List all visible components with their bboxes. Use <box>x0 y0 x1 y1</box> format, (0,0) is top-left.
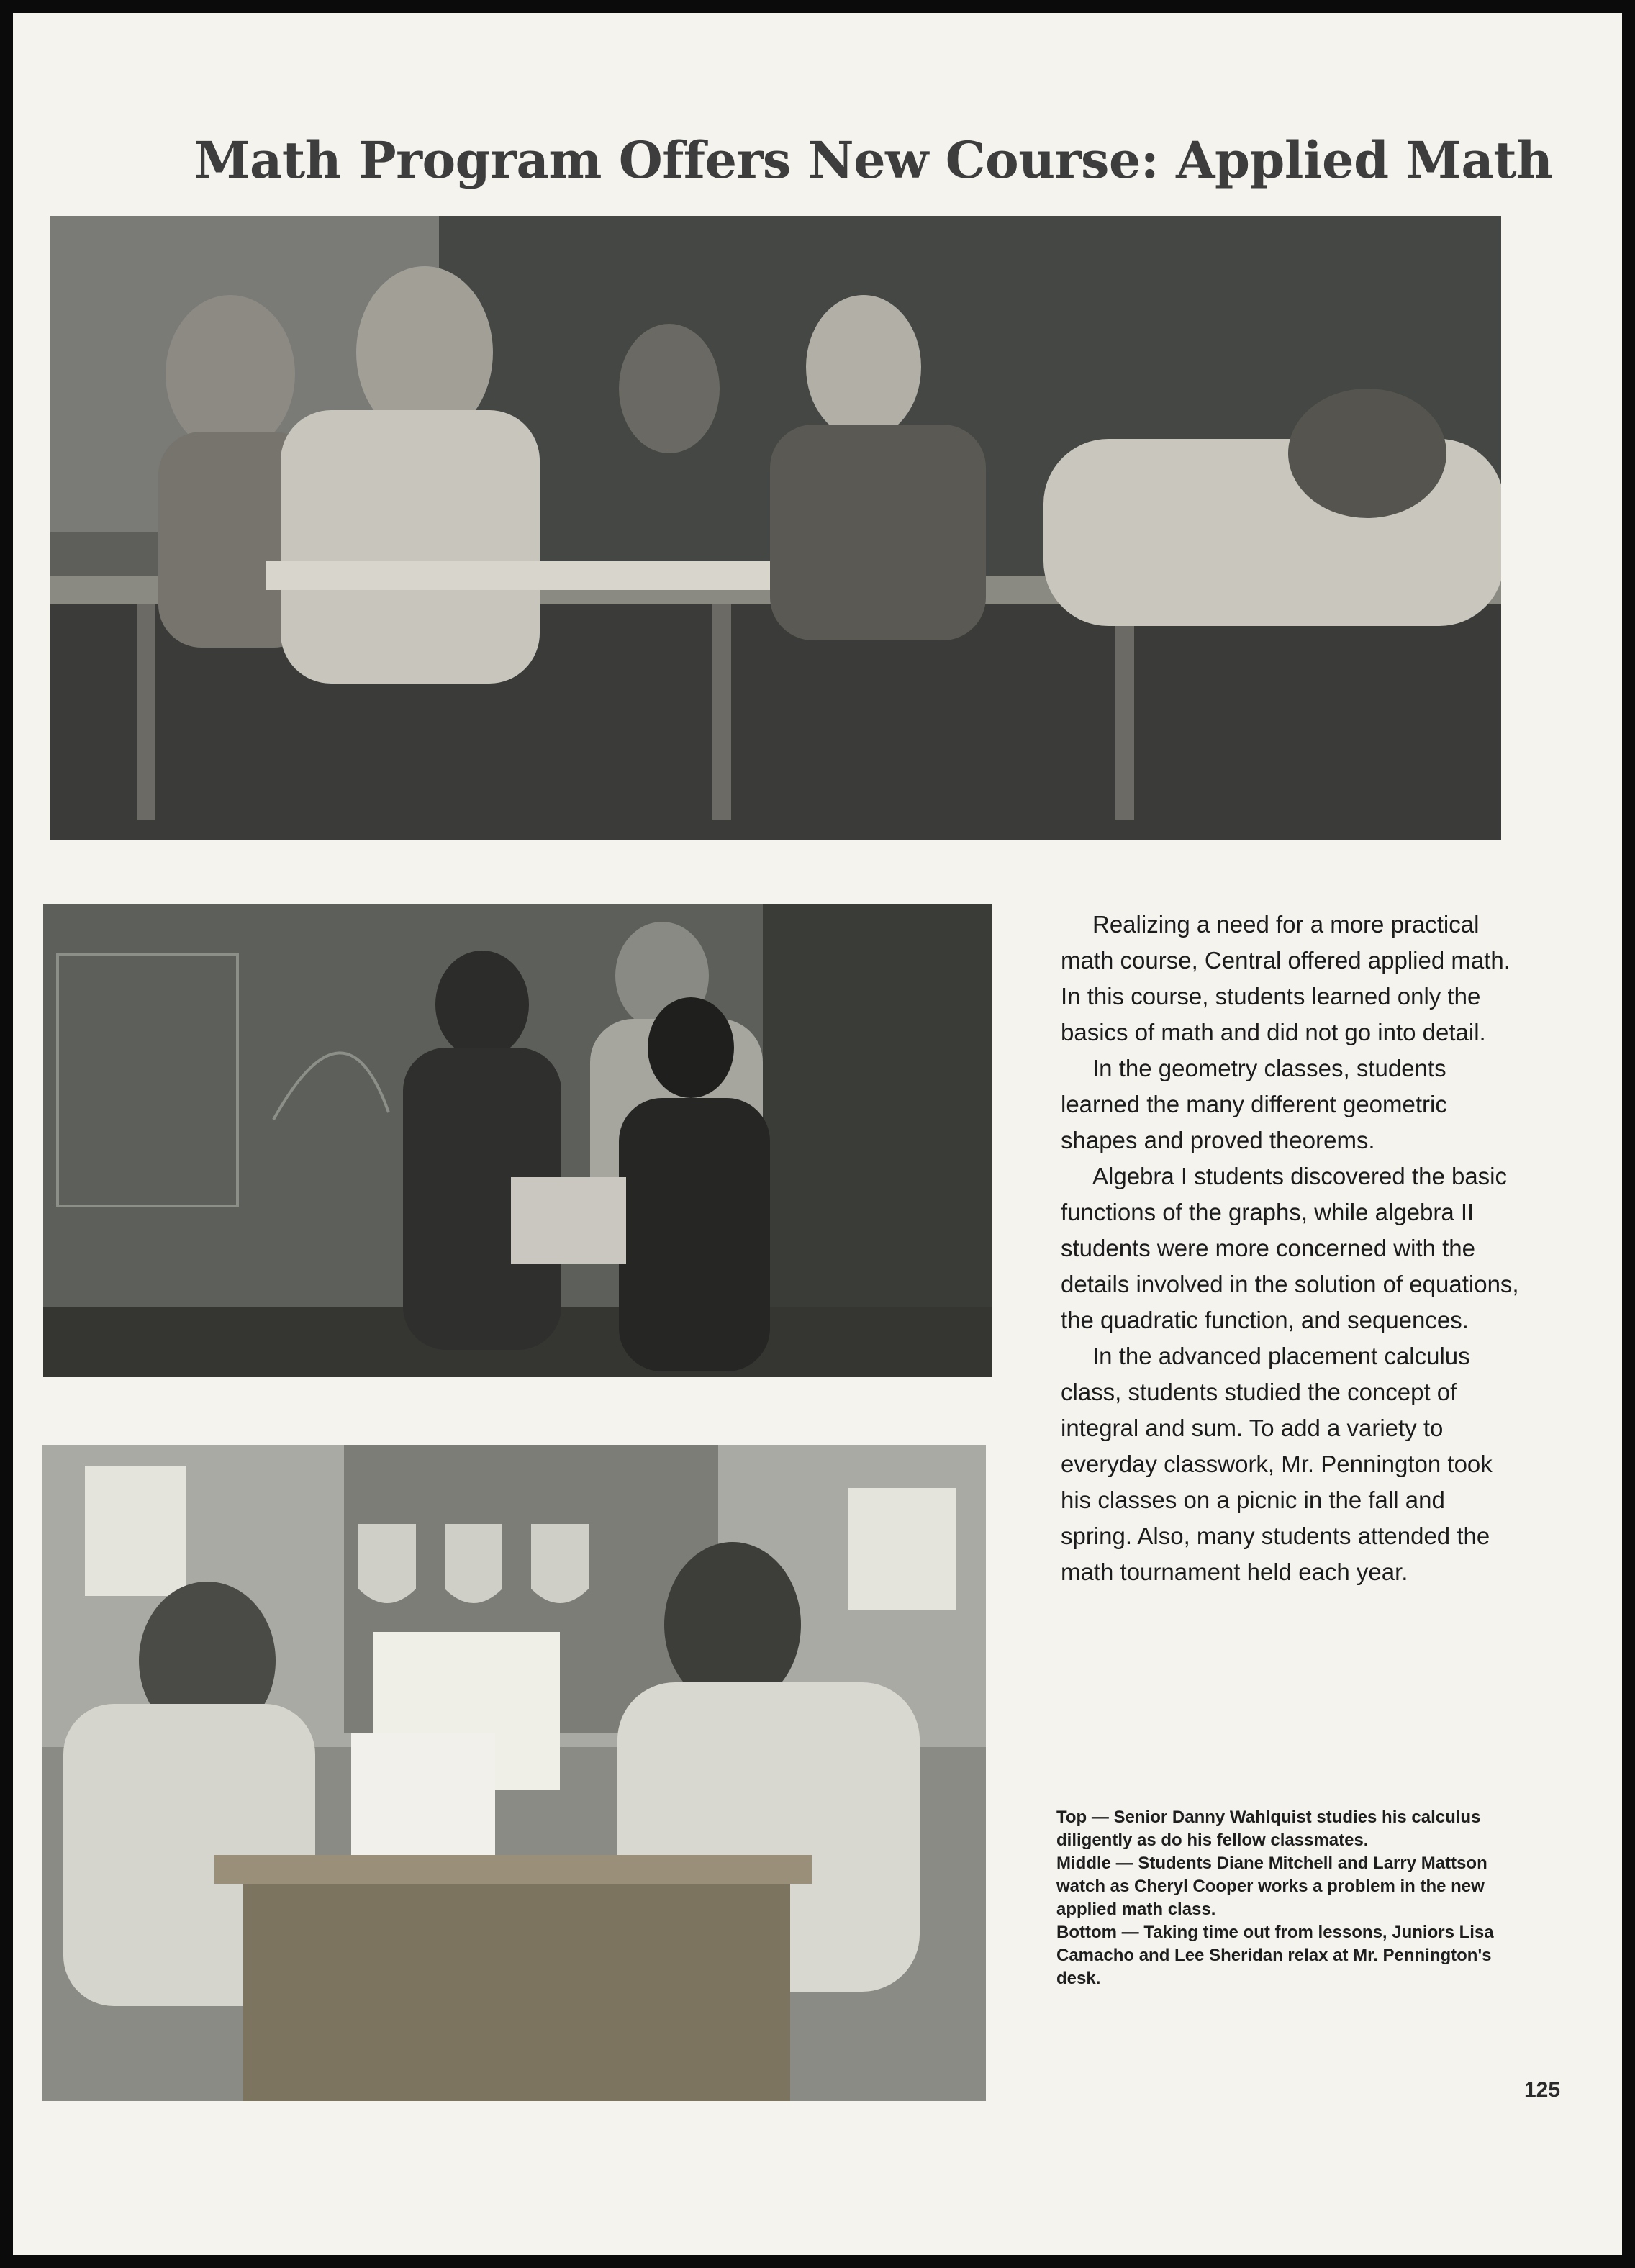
photo-caption <box>1056 1806 1517 1990</box>
article-paragraph: In the geometry classes, students learned the many different geometric shapes and proved theorems. <box>1061 1055 1447 1153</box>
photo-bottom-illustration <box>42 1445 986 2101</box>
page-title: Math Program Offers New Course: Applied Math <box>194 130 1553 190</box>
article-paragraph: Algebra I students discovered the basic functions of the graphs, while algebra II students were more concerned with the details involved in the solution of equations, the quadratic function, and sequences. <box>1061 1163 1519 1333</box>
photo-top-classroom <box>50 216 1501 840</box>
caption-top: Top — Senior Danny Wahlquist studies his calculus diligently as do his fellow classmates. <box>1056 1807 1481 1850</box>
photo-bottom-desk <box>42 1445 986 2101</box>
article-paragraph: Realizing a need for a more practical math course, Central offered applied math. In this course, students learned only the basics of math and did not go into detail. <box>1061 911 1511 1045</box>
article-paragraph: In the advanced placement calculus class, students studied the concept of integral and sum. To add a variety to everyday classwork, Mr. Pennington took his classes on a picnic in the fall and spring. Also, many students attended the math tournament held each year. <box>1061 1343 1493 1585</box>
photo-top-illustration <box>50 216 1501 840</box>
caption-middle: Middle — Students Diane Mitchell and Larry Mattson watch as Cheryl Cooper works a problem in the new applied math class. <box>1056 1854 1487 1919</box>
photo-middle-chalkboard <box>43 904 992 1377</box>
page-number: 125 <box>1524 2078 1561 2102</box>
article-body <box>1061 907 1521 1590</box>
photo-middle-illustration <box>43 904 992 1377</box>
caption-bottom: Bottom — Taking time out from lessons, Juniors Lisa Camacho and Lee Sheridan relax at Mr. Pennington's desk. <box>1056 1923 1494 1988</box>
